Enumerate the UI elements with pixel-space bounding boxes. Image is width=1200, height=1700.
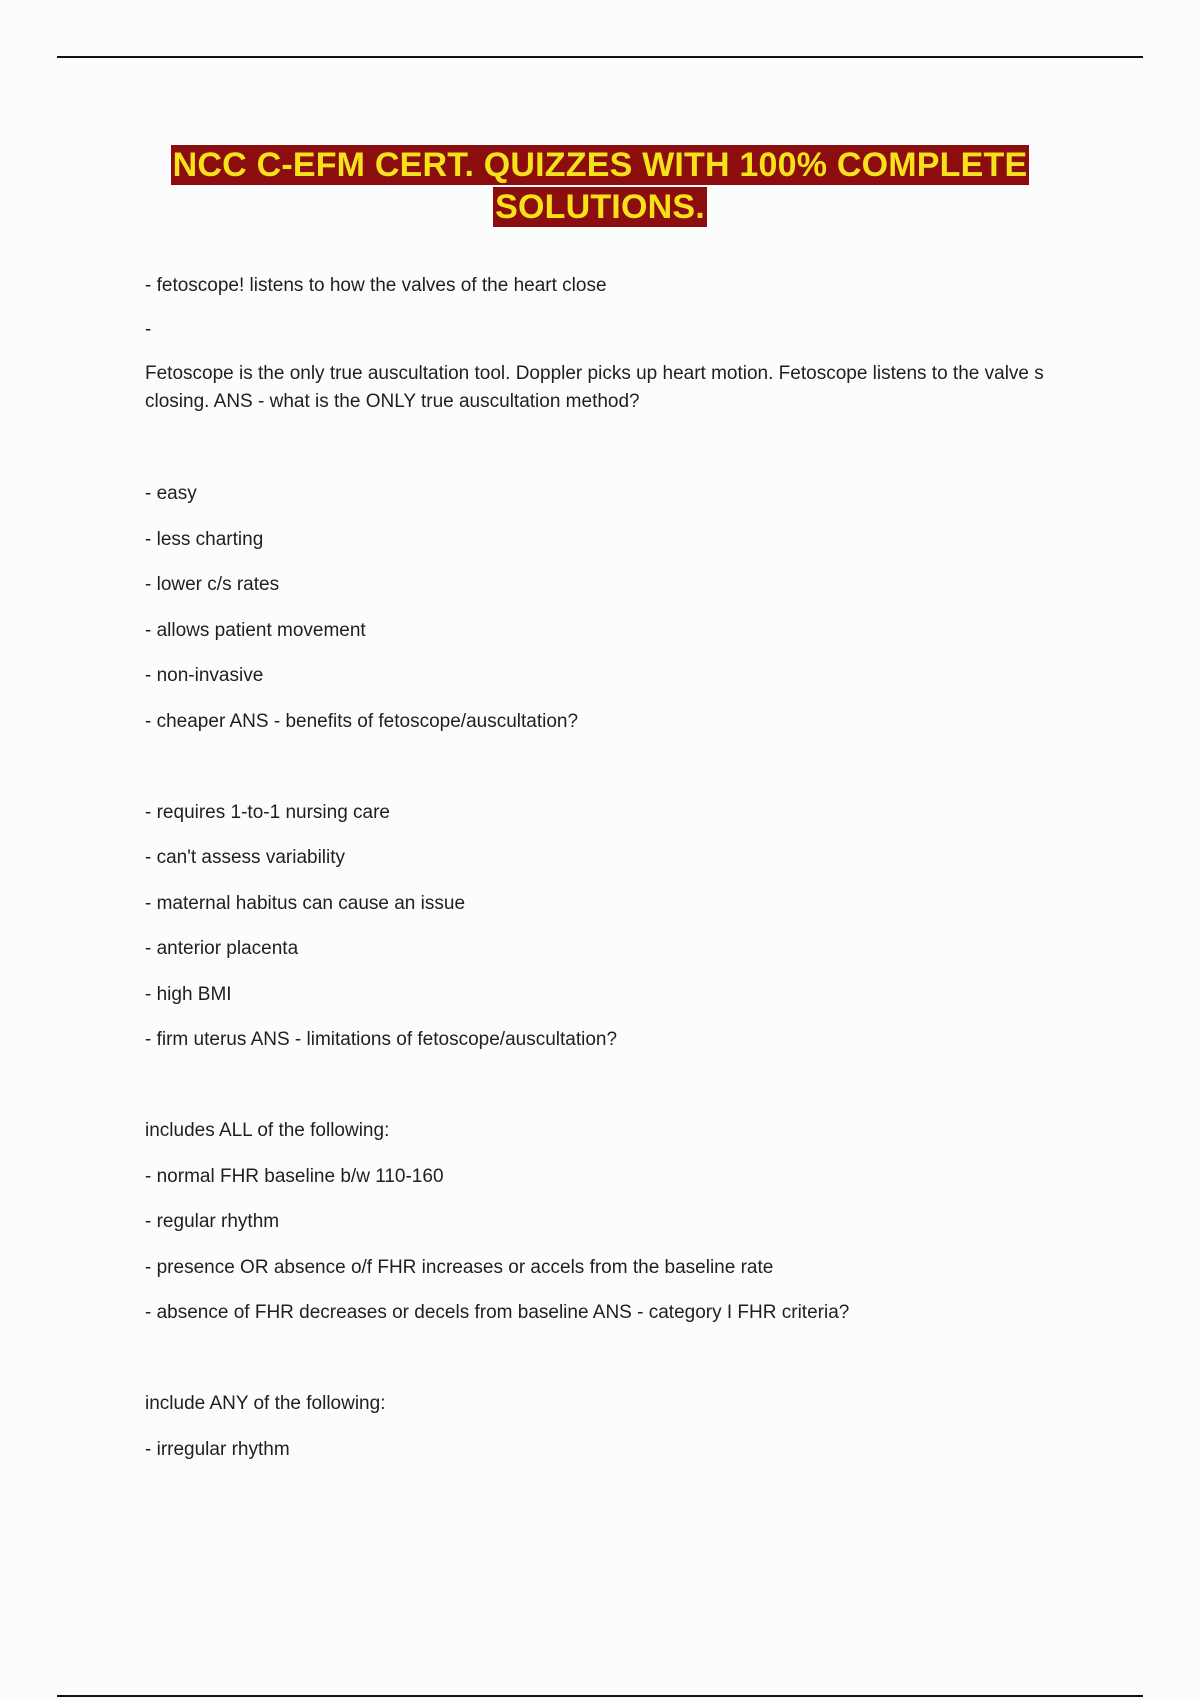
paragraph: - cheaper ANS - benefits of fetoscope/auscultation? <box>145 711 579 732</box>
paragraph: - absence of FHR decreases or decels from baseline ANS - category I FHR criteria? <box>145 1302 850 1323</box>
paragraph: - high BMI <box>145 984 232 1005</box>
top-rule <box>57 56 1143 58</box>
paragraph: - irregular rhythm <box>145 1439 290 1460</box>
paragraph: - maternal habitus can cause an issue <box>145 893 466 914</box>
paragraph: Fetoscope is the only true auscultation tool. Doppler picks up heart motion. Fetoscope listens to the valve s closing. ANS - what is the ONLY true auscultation method? <box>145 363 1044 412</box>
paragraph: - lower c/s rates <box>145 574 280 595</box>
paragraph: - allows patient movement <box>145 620 366 641</box>
paragraph: - non-invasive <box>145 665 264 686</box>
paragraph: - regular rhythm <box>145 1211 280 1232</box>
paragraph: - requires 1-to-1 nursing care <box>145 802 390 823</box>
paragraph: include ANY of the following: <box>145 1393 386 1414</box>
paragraph: - less charting <box>145 529 264 550</box>
paragraph: - normal FHR baseline b/w 110-160 <box>145 1166 444 1187</box>
title-line-2: SOLUTIONS. <box>495 188 705 226</box>
paragraph: - can't assess variability <box>145 847 346 868</box>
paragraph: - presence OR absence o/f FHR increases or accels from the baseline rate <box>145 1257 774 1278</box>
paragraph: - <box>145 319 152 340</box>
bottom-rule <box>57 1695 1143 1697</box>
paragraph: - easy <box>145 483 197 504</box>
paragraph: - firm uterus ANS - limitations of fetoscope/auscultation? <box>145 1029 618 1050</box>
title-line-1: NCC C-EFM CERT. QUIZZES WITH 100% COMPLETE <box>172 146 1028 184</box>
paragraph: - anterior placenta <box>145 938 299 959</box>
paragraph: includes ALL of the following: <box>145 1120 390 1141</box>
document-title <box>0 145 1200 227</box>
document-body <box>145 272 1095 1464</box>
paragraph: - fetoscope! listens to how the valves of the heart close <box>145 275 607 296</box>
